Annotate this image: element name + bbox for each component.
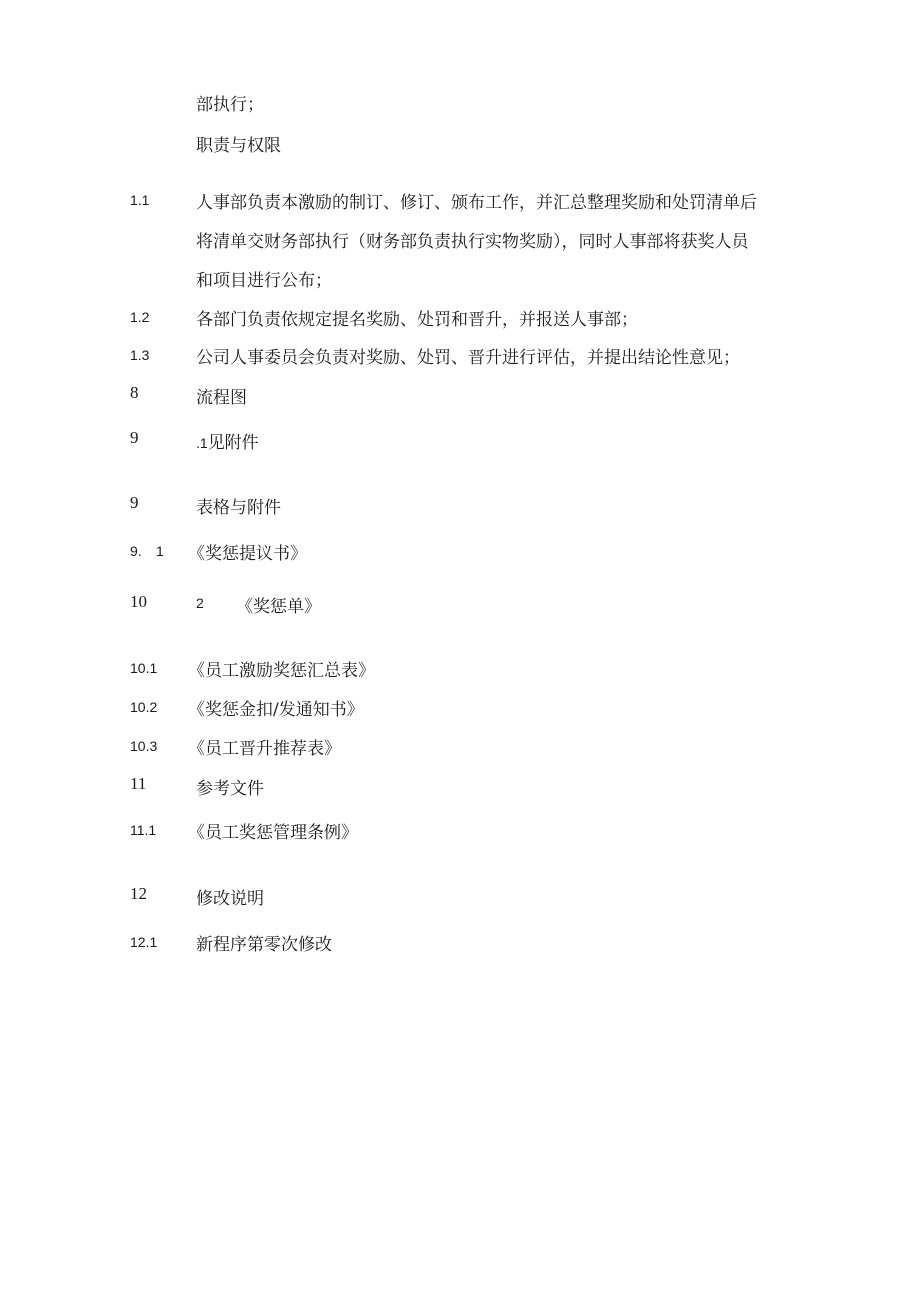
section-10-text: 《奖惩单》: [236, 597, 321, 617]
section-12-1-text: 新程序第零次修改: [196, 935, 332, 955]
intro-line-2: 职责与权限: [196, 136, 281, 156]
section-number-9a: 9: [130, 428, 139, 447]
section-number-10-1: 10.1: [130, 660, 158, 676]
section-9a-label: 见附件: [207, 433, 259, 453]
section-sub-number-9-1: 1: [156, 543, 164, 559]
section-number-11-1: 11.1: [130, 822, 157, 838]
section-number-10-2: 10.2: [130, 699, 158, 715]
section-number-11: 11: [130, 774, 147, 793]
section-8-title: 流程图: [196, 388, 247, 408]
intro-line-1: 部执行；: [196, 95, 264, 115]
section-1-1-line-2: 将清单交财务部执行（财务部负责执行实物奖励），同时人事部将获奖人员: [196, 232, 749, 252]
section-1-2-text: 各部门负责依规定提名奖励、处罚和晋升，并报送人事部；: [196, 310, 638, 330]
section-number-12: 12: [130, 884, 147, 903]
section-number-10: 10: [130, 592, 147, 611]
section-9a-text: [196, 428, 259, 453]
section-10-1-text: 《员工激励奖惩汇总表》: [188, 661, 375, 681]
section-1-1-line-3: 和项目进行公布；: [196, 271, 332, 291]
section-number-1-1: 1.1: [130, 192, 150, 208]
section-number-9-1: 9.: [130, 543, 142, 559]
section-9-1-text: 《奖惩提议书》: [188, 544, 307, 564]
section-10-3-text: 《员工晋升推荐表》: [188, 739, 341, 759]
section-9b-title: 表格与附件: [196, 498, 281, 518]
section-number-12-1: 12.1: [130, 934, 158, 950]
section-9a-prefix: .1: [196, 435, 208, 451]
section-10-2-text: 《奖惩金扣/发通知书》: [188, 700, 364, 720]
section-11-1-text: 《员工奖惩管理条例》: [188, 823, 358, 843]
section-12-title: 修改说明: [196, 889, 264, 909]
section-1-1-line-1: 人事部负责本激励的制订、修订、颁布工作，并汇总整理奖励和处罚清单后: [196, 193, 757, 213]
section-sub-number-10: 2: [196, 595, 204, 611]
section-number-1-2: 1.2: [130, 309, 150, 325]
section-1-3-text: 公司人事委员会负责对奖励、处罚、晋升进行评估，并提出结论性意见；: [196, 348, 740, 368]
section-11-title: 参考文件: [196, 779, 264, 799]
section-number-10-3: 10.3: [130, 738, 158, 754]
section-number-8: 8: [130, 383, 139, 402]
section-number-1-3: 1.3: [130, 347, 150, 363]
section-number-9b: 9: [130, 493, 139, 512]
